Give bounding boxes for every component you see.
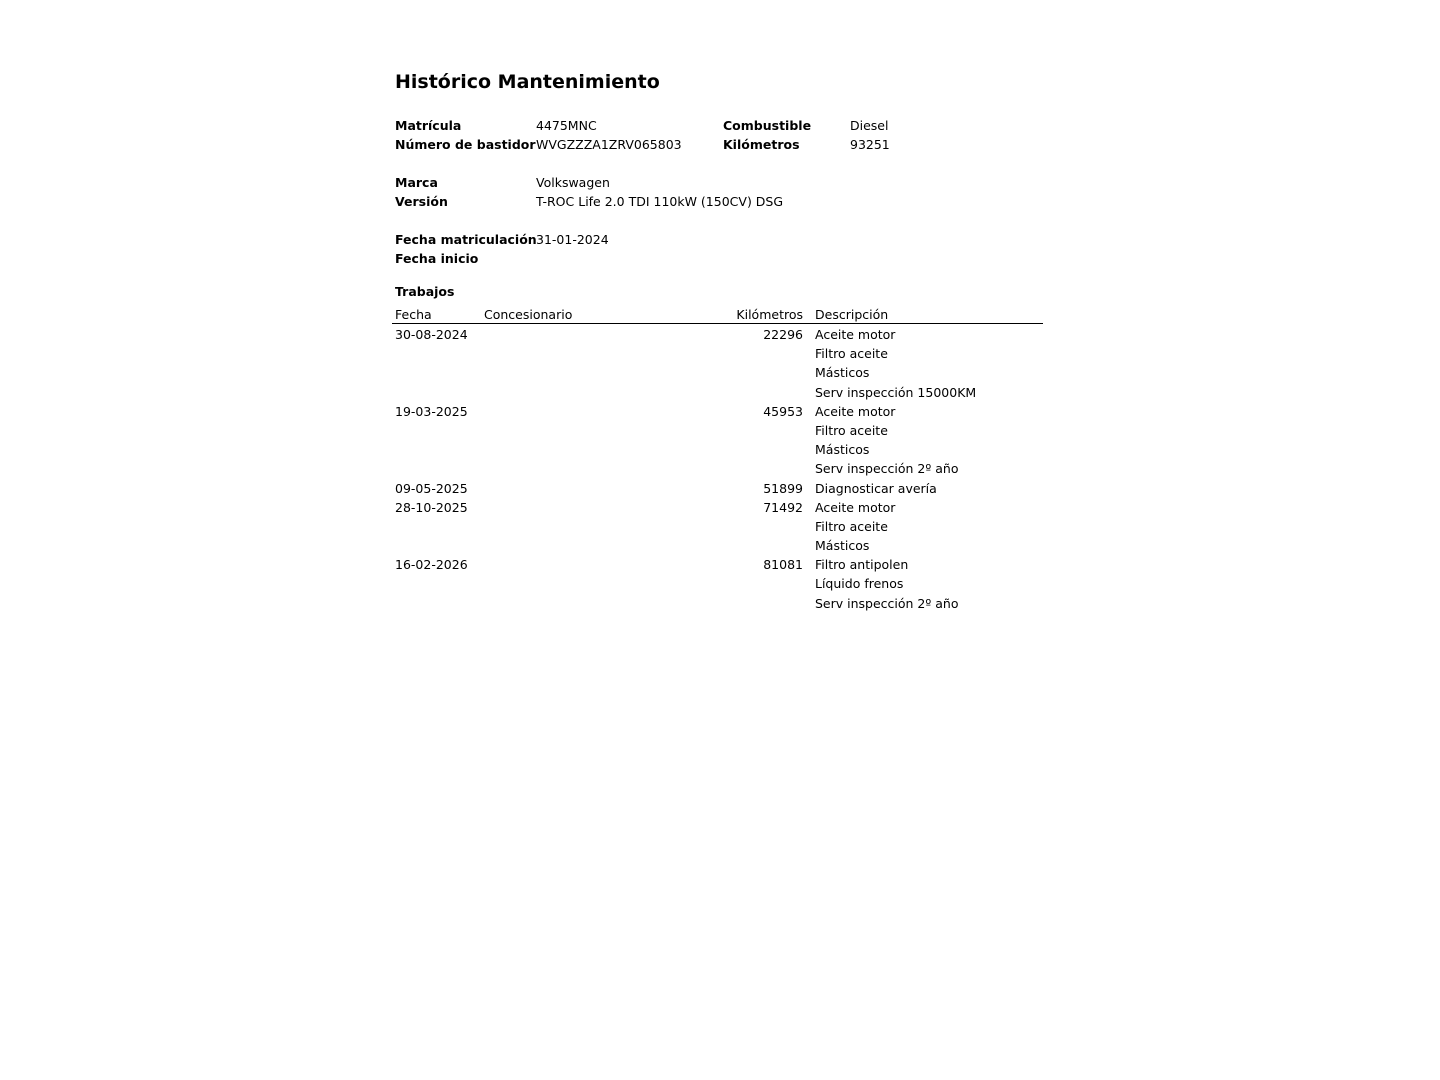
table-row <box>392 555 1043 574</box>
info-row-fecha-matriculacion <box>395 230 1045 249</box>
cell-fecha: 28-10-2025 <box>395 499 468 515</box>
combustible-label: Combustible <box>723 118 812 133</box>
column-header-kilometros: Kilómetros <box>736 307 803 322</box>
table-row <box>392 383 1043 402</box>
bastidor-label: Número de bastidor <box>395 137 536 152</box>
table-row <box>392 574 1043 593</box>
combustible-value: Diesel <box>850 118 889 133</box>
table-row <box>392 344 1043 363</box>
table-body <box>392 324 1043 613</box>
fecha-matriculacion-label: Fecha matriculación <box>395 232 537 247</box>
column-header-descripcion: Descripción <box>815 307 889 322</box>
cell-fecha: 09-05-2025 <box>395 480 468 496</box>
cell-fecha: 30-08-2024 <box>395 327 468 342</box>
table-row <box>392 440 1043 459</box>
info-row-bastidor <box>395 135 1045 154</box>
marca-value: Volkswagen <box>536 175 610 190</box>
cell-descripcion: Diagnosticar avería <box>815 480 937 496</box>
table-row <box>392 459 1043 478</box>
cell-descripcion: Aceite motor <box>815 499 896 515</box>
info-row-marca <box>395 173 1045 192</box>
matricula-label: Matrícula <box>395 118 462 133</box>
cell-descripcion: Líquido frenos <box>815 576 904 592</box>
cell-descripcion: Filtro aceite <box>815 518 888 534</box>
matricula-value: 4475MNC <box>536 118 597 133</box>
cell-descripcion: Serv inspección 2º año <box>815 595 959 611</box>
table-row <box>392 517 1043 536</box>
cell-kilometros: 45953 <box>763 403 803 419</box>
table-header <box>392 305 1043 324</box>
table-row <box>392 536 1043 555</box>
trabajos-title: Trabajos <box>395 284 455 299</box>
cell-descripcion: Aceite motor <box>815 403 896 419</box>
version-label: Versión <box>395 194 448 209</box>
cell-descripcion: Filtro antipolen <box>815 557 909 573</box>
table-row <box>392 363 1043 382</box>
bastidor-value: WVGZZZA1ZRV065803 <box>536 137 682 152</box>
model-block <box>395 173 1045 211</box>
cell-kilometros: 81081 <box>763 557 803 573</box>
info-row-version <box>395 192 1045 211</box>
cell-kilometros: 71492 <box>763 499 803 515</box>
kilometros-value: 93251 <box>850 137 890 152</box>
table-row <box>392 402 1043 421</box>
column-header-fecha: Fecha <box>395 307 432 322</box>
page-title: Histórico Mantenimiento <box>395 71 660 93</box>
info-row-matricula <box>395 116 1045 135</box>
fecha-inicio-label: Fecha inicio <box>395 251 479 266</box>
marca-label: Marca <box>395 175 438 190</box>
table-row <box>392 594 1043 613</box>
fecha-matriculacion-value: 31-01-2024 <box>536 232 609 247</box>
column-header-concesionario: Concesionario <box>484 307 573 322</box>
cell-descripcion: Másticos <box>815 538 870 554</box>
cell-descripcion: Aceite motor <box>815 327 896 342</box>
info-row-fecha-inicio <box>395 249 1045 268</box>
cell-descripcion: Filtro aceite <box>815 422 888 438</box>
table-row <box>392 479 1043 498</box>
cell-descripcion: Filtro aceite <box>815 346 888 362</box>
cell-descripcion: Serv inspección 2º año <box>815 461 959 477</box>
cell-descripcion: Másticos <box>815 442 870 458</box>
dates-block <box>395 230 1045 268</box>
table-row <box>392 421 1043 440</box>
trabajos-table <box>392 305 1043 613</box>
version-value: T-ROC Life 2.0 TDI 110kW (150CV) DSG <box>536 194 784 209</box>
table-row <box>392 498 1043 517</box>
kilometros-label: Kilómetros <box>723 137 800 152</box>
cell-kilometros: 51899 <box>763 480 803 496</box>
cell-descripcion: Másticos <box>815 365 870 381</box>
cell-kilometros: 22296 <box>763 327 803 342</box>
cell-fecha: 19-03-2025 <box>395 403 468 419</box>
table-row <box>392 325 1043 344</box>
cell-descripcion: Serv inspección 15000KM <box>815 384 977 400</box>
cell-fecha: 16-02-2026 <box>395 557 468 573</box>
registration-block <box>395 116 1045 154</box>
